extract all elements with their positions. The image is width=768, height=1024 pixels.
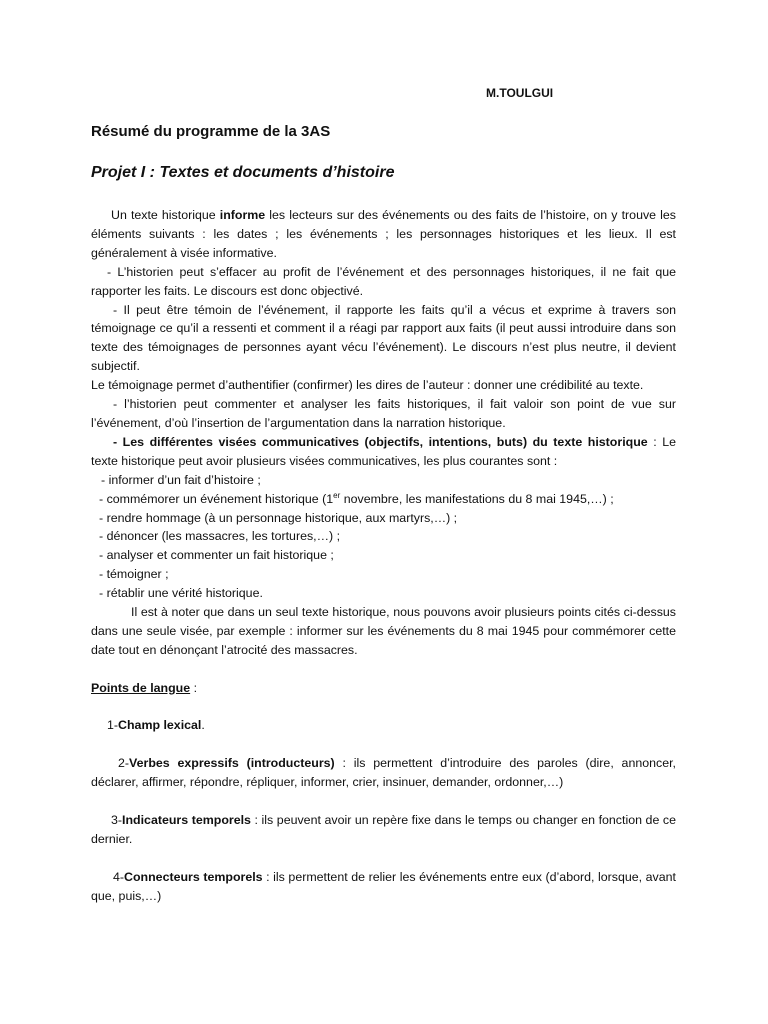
paragraph-temoignage: Le témoignage permet d’authentifier (confirmer) les dires de l’auteur : donner une crédibilité au texte. [91, 378, 644, 393]
author-name: M.TOULGUI [486, 86, 554, 100]
language-point-4: 4-Connecteurs temporels : ils permettent de relier les événements entre eux (d’abord, lorsque, avant que, puis,…) [91, 869, 676, 903]
list-item: - commémorer un événement historique (1er novembre, les manifestations du 8 mai 1945,…) ; [99, 490, 614, 506]
list-item: - rétablir une vérité historique. [99, 586, 263, 601]
paragraph-subjective: - Il peut être témoin de l’événement, il rapporte les faits qu’il a vécus et exprime à travers son témoignage ce qu’il a ressenti et comment il a réagi par rapport aux faits (il peut aussi introduire dans son texte des témoignages de personnes ayant vécu l’événement). Le discours n’est plus neutre, il devient subjectif. [91, 302, 676, 374]
keyword-informe: informe [219, 208, 266, 222]
list-item: - informer d’un fait d’histoire ; [101, 472, 261, 487]
paragraph-intro: Un texte historique informe les lecteurs sur des événements ou des faits de l’histoire, on y trouve les éléments suivants : les dates ; les événements ; les personnages historiques et les lieux. Il est généralement à visée informative. [91, 208, 676, 260]
visees-heading: - Les différentes visées communicatives (objectifs, intentions, buts) du texte historique [113, 434, 648, 449]
paragraph-visees: - Les différentes visées communicatives (objectifs, intentions, buts) du texte historique : Le texte historique peut avoir plusieurs visées communicatives, les plus courantes sont : [91, 434, 676, 468]
language-point-2: 2-Verbes expressifs (introducteurs) : ils permettent d’introduire des paroles (dire, annoncer, déclarer, affirmer, répondre, répliquer, informer, crier, insinuer, demander, ordonner,…) [91, 756, 676, 790]
list-item: - analyser et commenter un fait historique ; [99, 548, 334, 563]
list-item: - rendre hommage (à un personnage historique, aux martyrs,…) ; [99, 510, 458, 525]
project-title: Projet I : Textes et documents d’histoire [91, 164, 395, 181]
language-point-3: 3-Indicateurs temporels : ils peuvent avoir un repère fixe dans le temps ou changer en fonction de ce dernier. [91, 812, 676, 846]
paragraph-note: Il est à noter que dans un seul texte historique, nous pouvons avoir plusieurs points cités ci-dessus dans une seule visée, par exemple : informer sur les événements du 8 mai 1945 pour commémorer cette date tout en dénonçant l’atrocité des massacres. [91, 605, 676, 657]
document-title: Résumé du programme de la 3AS [91, 123, 331, 140]
language-points-heading: Points de langue : [91, 680, 198, 695]
document-body [91, 206, 676, 905]
paragraph-argumentation: - l’historien peut commenter et analyser les faits historiques, il fait valoir son point de vue sur l’événement, d’où l’insertion de l’argumentation dans la narration historique. [91, 397, 676, 430]
language-point-1: 1-Champ lexical. [107, 718, 205, 733]
list-item: - témoigner ; [99, 567, 169, 582]
paragraph-objective: - L’historien peut s’effacer au profit de l’événement et des personnages historiques, il ne fait que rapporter les faits. Le discours est donc objectivé. [91, 264, 676, 298]
list-item: - dénoncer (les massacres, les tortures,…) ; [99, 529, 341, 544]
